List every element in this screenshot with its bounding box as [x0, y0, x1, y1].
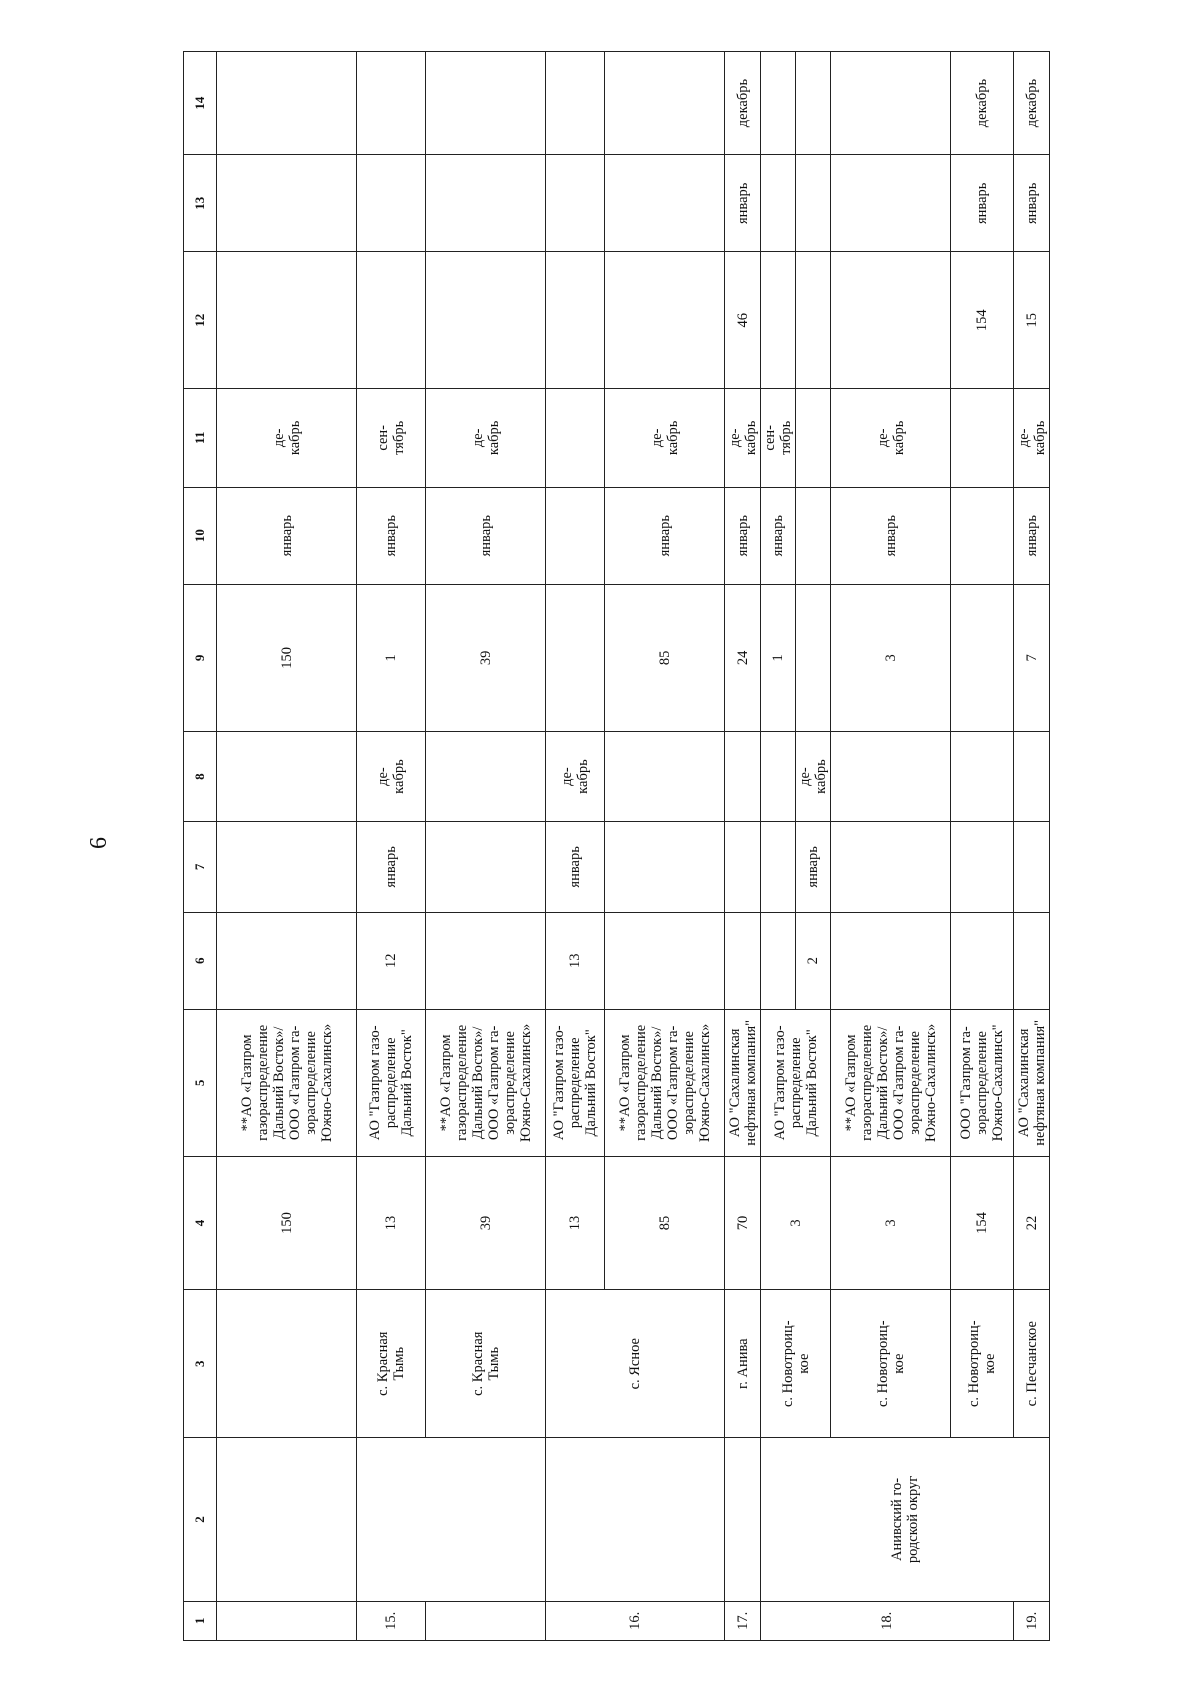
cell-organization: АО "Сахалинская нефтяная компания" [725, 1009, 761, 1156]
col-header-12: 12 [184, 252, 217, 389]
cell-organization: АО "Газпром газо- распределение Дальний Восток" [546, 1009, 605, 1156]
cell [951, 487, 1014, 584]
col-header-3: 3 [184, 1290, 217, 1438]
cell-organization: **АО «Газпром газораспределение Дальний Восток»/ ООО «Газпром га- зораспределение Южно-Сахалинск» [831, 1009, 951, 1156]
cell [951, 584, 1014, 731]
cell [426, 52, 546, 155]
cell [725, 822, 761, 912]
cell [831, 822, 951, 912]
cell [546, 1438, 725, 1601]
cell-month: январь [217, 487, 357, 584]
col-header-2: 2 [184, 1438, 217, 1601]
cell-month: январь [546, 822, 605, 912]
cell [426, 731, 546, 821]
cell-volume: 70 [725, 1156, 761, 1289]
cell-volume: 3 [831, 584, 951, 731]
cell-month: январь [831, 487, 951, 584]
cell-volume: 15 [1014, 252, 1050, 389]
cell-organization: **АО «Газпром газораспределение Дальний Восток»/ ООО «Газпром га- зораспределение Южно-Сахалинск» [217, 1009, 357, 1156]
cell [761, 252, 796, 389]
cell [796, 252, 831, 389]
cell [951, 389, 1014, 487]
cell [725, 912, 761, 1009]
cell-month: де- кабрь [605, 389, 725, 487]
cell [217, 912, 357, 1009]
col-header-13: 13 [184, 155, 217, 252]
cell-month: январь [761, 487, 796, 584]
cell-volume: 39 [426, 584, 546, 731]
cell-settlement: с. Новотроиц- кое [761, 1290, 831, 1438]
cell-volume: 13 [357, 1156, 426, 1289]
col-header-7: 7 [184, 822, 217, 912]
cell-month: январь [951, 155, 1014, 252]
cell-month: декабрь [725, 52, 761, 155]
table-row [951, 52, 1014, 1641]
cell [796, 584, 831, 731]
cell-month: декабрь [951, 52, 1014, 155]
col-header-5: 5 [184, 1009, 217, 1156]
cell-month: де- кабрь [725, 389, 761, 487]
cell-month: де- кабрь [426, 389, 546, 487]
table-row [1014, 52, 1050, 1641]
cell [605, 822, 725, 912]
cell [217, 52, 357, 155]
cell-settlement: с. Красная Тымь [357, 1290, 426, 1438]
cell-month: январь [725, 487, 761, 584]
cell-volume: 39 [426, 1156, 546, 1289]
cell [546, 155, 605, 252]
cell [951, 822, 1014, 912]
cell-volume: 46 [725, 252, 761, 389]
cell [796, 487, 831, 584]
cell-volume: 150 [217, 1156, 357, 1289]
cell-month: январь [426, 487, 546, 584]
cell [546, 389, 605, 487]
cell [761, 155, 796, 252]
table-header-row [184, 52, 217, 1641]
cell [217, 155, 357, 252]
cell [217, 1438, 357, 1601]
cell [831, 252, 951, 389]
col-header-6: 6 [184, 912, 217, 1009]
cell-volume: 3 [761, 1156, 831, 1289]
cell-district: Анивский го- родской округ [761, 1438, 1050, 1601]
col-header-10: 10 [184, 487, 217, 584]
cell [831, 155, 951, 252]
col-header-1: 1 [184, 1601, 217, 1640]
cell-month: де- кабрь [831, 389, 951, 487]
col-header-4: 4 [184, 1156, 217, 1289]
cell-organization: АО "Газпром газо- распределение Дальний Восток" [357, 1009, 426, 1156]
cell-volume: 154 [951, 252, 1014, 389]
cell [831, 912, 951, 1009]
cell-volume: 150 [217, 584, 357, 731]
cell-settlement: с. Новотроиц- кое [951, 1290, 1014, 1438]
row-number: 19. [1014, 1601, 1050, 1640]
table-row [426, 52, 546, 1641]
cell [357, 52, 426, 155]
cell-month: январь [1014, 487, 1050, 584]
row-number: 15. [357, 1601, 426, 1640]
cell [1014, 822, 1050, 912]
cell-organization: **АО «Газпром газораспределение Дальний Восток»/ ООО «Газпром га- зораспределение Южно-Сахалинск» [426, 1009, 546, 1156]
cell [796, 155, 831, 252]
table-row [761, 52, 796, 1641]
cell-volume: 154 [951, 1156, 1014, 1289]
cell [217, 1601, 357, 1640]
table-rotator [183, 51, 1095, 1641]
row-number: 16. [546, 1601, 725, 1640]
cell-month: де- кабрь [546, 731, 605, 821]
cell-month: январь [1014, 155, 1050, 252]
col-header-8: 8 [184, 731, 217, 821]
cell [357, 155, 426, 252]
cell [217, 1290, 357, 1438]
cell-volume: 13 [546, 1156, 605, 1289]
cell [761, 731, 796, 821]
table-row [217, 52, 357, 1641]
cell-volume: 24 [725, 584, 761, 731]
cell-settlement: с. Песчанское [1014, 1290, 1050, 1438]
cell [605, 912, 725, 1009]
cell [761, 52, 796, 155]
cell-volume: 85 [605, 1156, 725, 1289]
cell-volume: 7 [1014, 584, 1050, 731]
table-row [546, 52, 605, 1641]
cell-month: январь [605, 487, 725, 584]
cell-month: январь [357, 822, 426, 912]
cell [1014, 912, 1050, 1009]
cell [217, 731, 357, 821]
row-number: 17. [725, 1601, 761, 1640]
cell [546, 52, 605, 155]
cell-volume: 1 [357, 584, 426, 731]
cell [426, 912, 546, 1009]
cell-organization: АО "Сахалинская нефтяная компания" [1014, 1009, 1050, 1156]
cell [605, 731, 725, 821]
cell [761, 912, 796, 1009]
cell-volume: 2 [796, 912, 831, 1009]
cell [605, 252, 725, 389]
cell [605, 52, 725, 155]
cell-organization: АО "Газпром газо- распределение Дальний Восток" [761, 1009, 831, 1156]
cell [426, 822, 546, 912]
cell-volume: 13 [546, 912, 605, 1009]
col-header-14: 14 [184, 52, 217, 155]
cell [426, 155, 546, 252]
cell [357, 1438, 546, 1601]
cell [796, 52, 831, 155]
cell [951, 912, 1014, 1009]
col-header-11: 11 [184, 389, 217, 487]
cell-settlement: с. Красная Тымь [426, 1290, 546, 1438]
cell [725, 731, 761, 821]
cell-volume: 85 [605, 584, 725, 731]
cell-settlement: с. Новотроиц- кое [831, 1290, 951, 1438]
cell-month: де- кабрь [796, 731, 831, 821]
table-row [357, 52, 426, 1641]
col-header-9: 9 [184, 584, 217, 731]
cell-organization: ООО "Газпром га- зораспределение Южно-Сахалинск" [951, 1009, 1014, 1156]
program-table [183, 51, 1050, 1641]
cell-volume: 12 [357, 912, 426, 1009]
cell-volume: 3 [831, 1156, 951, 1289]
cell [831, 52, 951, 155]
table-row [831, 52, 951, 1641]
cell [357, 252, 426, 389]
cell-settlement: г. Анива [725, 1290, 761, 1438]
cell [796, 389, 831, 487]
cell [546, 584, 605, 731]
cell [217, 252, 357, 389]
cell-settlement: с. Ясное [546, 1290, 725, 1438]
page-number: 6 [86, 837, 112, 849]
cell [426, 252, 546, 389]
table-row [725, 52, 761, 1641]
cell [426, 1601, 546, 1640]
cell [546, 252, 605, 389]
cell-month: январь [796, 822, 831, 912]
cell-month: январь [357, 487, 426, 584]
cell [605, 155, 725, 252]
cell [725, 1438, 761, 1601]
row-number: 18. [761, 1601, 1014, 1640]
cell-month: сен- тябрь [357, 389, 426, 487]
cell-month: январь [725, 155, 761, 252]
cell-volume: 1 [761, 584, 796, 731]
cell [951, 731, 1014, 821]
cell [546, 487, 605, 584]
cell-month: де- кабрь [1014, 389, 1050, 487]
cell [761, 822, 796, 912]
cell-volume: 22 [1014, 1156, 1050, 1289]
cell-month: де- кабрь [217, 389, 357, 487]
cell [217, 822, 357, 912]
cell-organization: **АО «Газпром газораспределение Дальний Восток»/ ООО «Газпром га- зораспределение Южно-Сахалинск» [605, 1009, 725, 1156]
cell-month: де- кабрь [357, 731, 426, 821]
cell [831, 731, 951, 821]
cell-month: декабрь [1014, 52, 1050, 155]
cell-month: сен- тябрь [761, 389, 796, 487]
cell [1014, 731, 1050, 821]
